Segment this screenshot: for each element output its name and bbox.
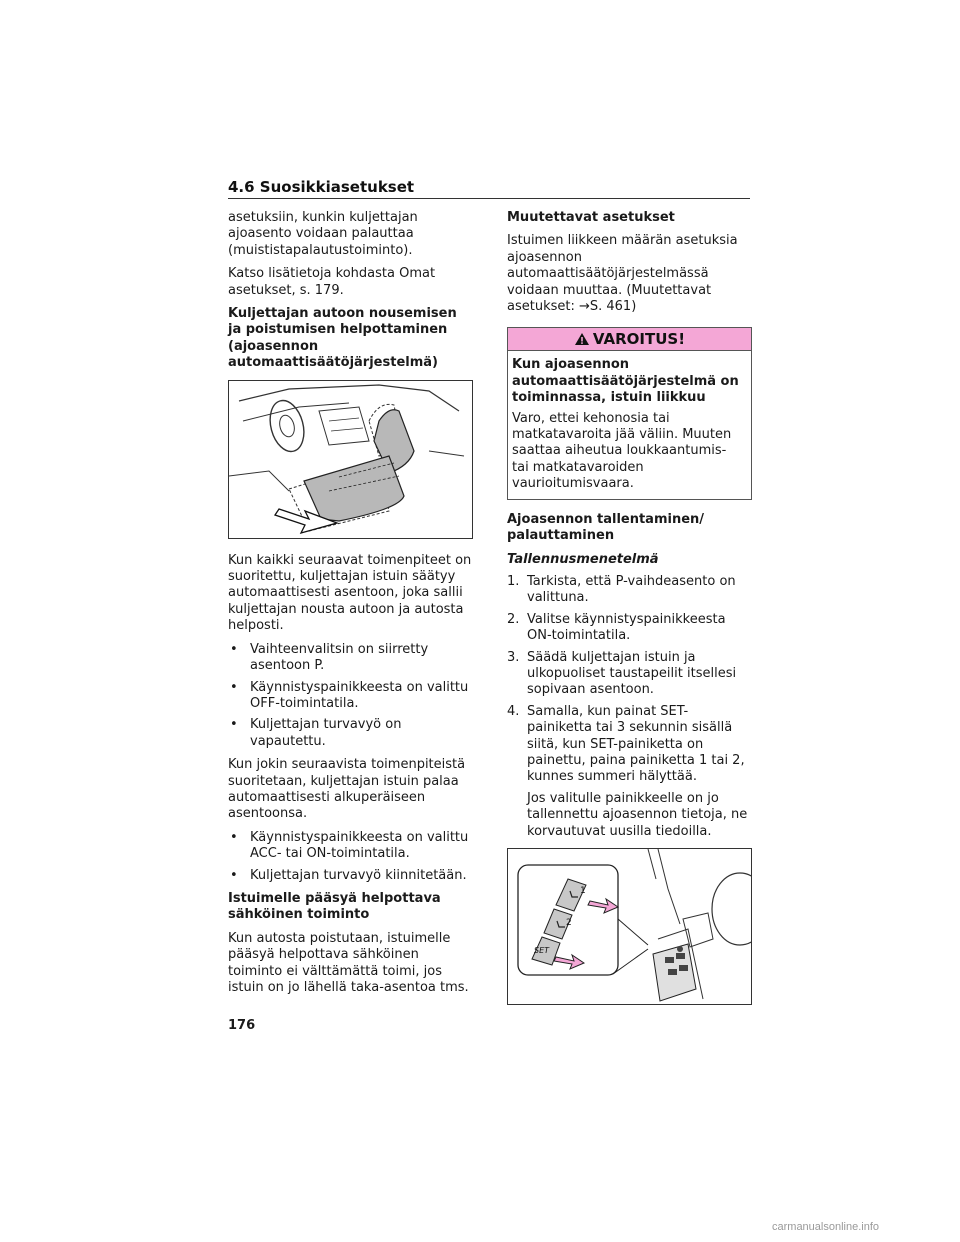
- list-item: • Käynnistyspainikkeesta on valittu OFF-toimintatila.: [228, 680, 473, 713]
- list-item: • Kuljettajan turvavyö kiinnitetään.: [228, 868, 473, 884]
- list-item: • Käynnistyspainikkeesta on valittu ACC- tai ON-toimintatila.: [228, 830, 473, 863]
- heading-customizable-settings: Muutettavat asetukset: [507, 210, 675, 225]
- step-number: 4.: [507, 703, 520, 719]
- warning-title: Kun ajoasennon automaattisäätöjärjestelmä on toiminnassa, istuin liikkuu: [512, 357, 739, 406]
- warning-label: VAROITUS!: [592, 330, 686, 349]
- seat-slide-figure: [229, 381, 472, 538]
- paragraph-memory-intro: asetuksiin, kunkin kuljettajan ajoasento voidaan palauttaa (muististapalautustoiminto).: [228, 210, 418, 258]
- page-number: 176: [228, 1018, 256, 1033]
- list-exit-conditions: [228, 642, 473, 750]
- step-number: 2.: [507, 611, 520, 627]
- warning-body: [508, 351, 751, 498]
- heading-power-easy-access: Istuimelle pääsyä helpottava sähköinen toiminto: [228, 890, 441, 923]
- heading-easy-access: Kuljettajan autoon nousemisen ja poistumisen helpottaminen (ajoasennon automaattisäätöjärjestelmä): [228, 306, 457, 371]
- set-button-label: SET: [534, 946, 550, 955]
- left-column: [228, 210, 473, 1003]
- memory-button-2-label: 2: [566, 918, 572, 928]
- step-text: Säädä kuljettajan istuin ja ulkopuoliset taustapeilit itsellesi sopivaan asentoon.: [527, 649, 737, 698]
- warning-triangle-icon: [574, 332, 590, 346]
- section-title: 4.6 Suosikkiasetukset: [228, 178, 415, 196]
- memory-buttons-figure: [508, 849, 751, 1004]
- paragraph-return-conditions: Kun jokin seuraavista toimenpiteistä suoritetaan, kuljettajan istuin palaa automaattisesti alkuperäiseen asentoonsa.: [228, 757, 466, 822]
- step-note: Jos valitulle painikkeelle on jo tallennettu ajoasennon tietoja, ne korvautuvat uusilla tiedoilla.: [527, 790, 748, 839]
- memory-buttons-illustration: [507, 848, 752, 1005]
- seat-movement-illustration: [228, 380, 473, 539]
- watermark: carmanualsonline.info: [772, 1221, 880, 1233]
- step-text: Samalla, kun painat SET-painiketta tai 3 sekunnin sisällä siitä, kun SET-painiketta on painettu, paina painiketta 1 tai 2, kunnes summeri hälyttää.: [527, 703, 745, 785]
- step-text: Tarkista, että P-vaihdeasento on valittuna.: [527, 573, 736, 606]
- list-return-conditions: [228, 830, 473, 884]
- list-item: • Kuljettajan turvavyö on vapautettu.: [228, 717, 473, 750]
- warning-text: Varo, ettei kehonosia tai matkatavaroita jää väliin. Muuten saattaa aiheutua loukkaantumis- tai matkatavaroiden vaurioitumisvaara.: [512, 410, 732, 492]
- step-item: [507, 650, 752, 699]
- warning-header: [508, 328, 751, 351]
- step-number: 1.: [507, 573, 520, 589]
- paragraph-customizable-settings: Istuimen liikkeen määrän asetuksia ajoasennon automaattisäätöjärjestelmässä voidaan muuttaa. (Muutettavat asetukset: →S. 461): [507, 233, 738, 315]
- window-switch-panel: [653, 944, 696, 1001]
- memory-button-1-label: 1: [580, 886, 586, 896]
- heading-procedure: Tallennusmenetelmä: [507, 551, 659, 567]
- paragraph-power-easy-access: Kun autosta poistutaan, istuimelle pääsyä helpottava sähköinen toiminto ei välttämättä toimi, jos istuin on jo lähellä taka-asentoa tms.: [228, 930, 469, 995]
- list-item: • Vaihteenvalitsin on siirretty asentoon P.: [228, 642, 473, 675]
- step-item: [507, 612, 752, 645]
- step-item: [507, 704, 752, 840]
- paragraph-see-settings: Katso lisätietoja kohdasta Omat asetukset, s. 179.: [228, 266, 436, 298]
- paragraph-conditions: Kun kaikki seuraavat toimenpiteet on suoritettu, kuljettajan istuin säätyy automaattisesti asentoon, joka sallii kuljettajan nousta autoon ja autosta helposti.: [228, 552, 472, 634]
- right-column: [507, 210, 752, 1019]
- step-item: [507, 574, 752, 607]
- warning-box: [507, 327, 752, 499]
- step-text: Valitse käynnistyspainikkeesta ON-toimintatila.: [527, 611, 726, 644]
- step-number: 3.: [507, 649, 520, 665]
- section-divider: [228, 198, 750, 199]
- procedure-steps: [507, 574, 752, 840]
- heading-memory-recall: Ajoasennon tallentaminen/ palauttaminen: [507, 511, 705, 544]
